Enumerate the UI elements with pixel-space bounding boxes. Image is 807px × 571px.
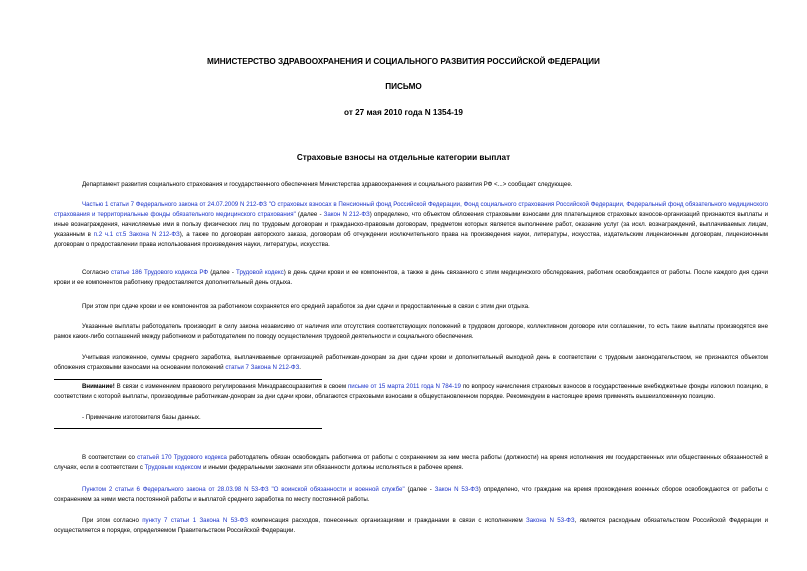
text-fragment: (далее - [295, 211, 324, 218]
text-fragment: ) определено, что объектом обложения страховыми взносами для плательщиков страховых взносов-организаций признаются выплаты и иные вознаграждения, начисляемые ими в пользу физических лиц по трудовым договорам и гражданско-правовым договорам, предметом которых является выполнение работ, оказание услуг (за искл. вознаграждений, выплачиваемых лицам, указанным в [54, 211, 769, 238]
link-article-6-law-53[interactable]: Пунктом 2 статьи 6 Федерального закона от 28.03.98 N 53-ФЗ "О воинской обязанности и военной службе" [82, 486, 405, 493]
text-fragment: компенсация расходов, понесенных организациями и гражданами в связи с исполнением [247, 517, 527, 524]
paragraph-conclusion [54, 353, 768, 373]
paragraph-payments [54, 322, 768, 342]
note-top-rule [54, 379, 322, 380]
subject-heading: Страховые взносы на отдельные категории выплат [296, 153, 511, 162]
text-fragment: ), а также по договорам авторского заказа, договорам об отчуждении исключительного права на произведения науки, литературы, искусства, издательским лицензионным договорам, лицензионным договорам о предоставлении права использования произведения науки, литературы, искусства. [54, 231, 768, 248]
note-footer-text: - Примечание изготовителя базы данных. [82, 414, 201, 421]
text-fragment: (далее - [404, 486, 435, 493]
link-article-7-law-212[interactable]: Частью 1 статьи 7 Федерального закона от 24.07.2009 N 212-ФЗ "О страховых взносах в Пенсионный фонд Российской Федерации, Фонд социального страхования Российской Федерации, Федеральный фонд обязательного медицинского страхования и территориальные фонды обязательного медицинского страхования" [54, 201, 768, 218]
text-fragment: Согласно [82, 269, 111, 276]
link-law-53[interactable]: Закон N 53-ФЗ [434, 486, 479, 493]
text-fragment: Учитывая изложенное, суммы среднего заработка, выплачиваемые организацией работникам-донорам за дни сдачи крови и дополнительный выходной день в соответствии с трудовым законодательством, не признаются объектом обложения страховыми взносами на основании положений [54, 354, 768, 371]
paragraph-compensation [54, 516, 768, 536]
link-article-170[interactable]: статьей 170 Трудового кодекса [137, 454, 227, 461]
link-article-186[interactable]: статье 186 Трудового кодекса РФ [110, 269, 209, 276]
paragraph-payments-text: Указанные выплаты работодатель производит в силу закона независимо от наличия или отсутствия соответствующих положений в трудовом договоре, коллективном договоре или соглашении, то есть такие выплаты производятся вне рамок каких-либо соглашений между работником и работодателем по поводу осуществления трудовой деятельности и социального обеспечения. [54, 323, 768, 340]
text-fragment: , является расходным обязательством Российской Федерации и осуществляется в порядке, определяемом Правительством Российской Федерации. [54, 517, 769, 534]
editor-note [54, 382, 768, 402]
doc-type-heading: ПИСЬМО [385, 82, 422, 91]
link-article-1-law-53[interactable]: пункту 7 статьи 1 Закона N 53-ФЗ [142, 517, 248, 524]
date-number-heading: от 27 мая 2010 года N 1354-19 [344, 108, 463, 117]
paragraph-53fz [54, 485, 768, 505]
text-fragment: (далее - [208, 269, 237, 276]
link-labor-code[interactable]: Трудовой кодекс [236, 269, 284, 276]
text-fragment: и иными федеральными законами эти обязанности должны исполняться в рабочее время. [201, 464, 464, 471]
link-letter-784-19[interactable]: письме от 15 марта 2011 года N 784-19 [347, 383, 461, 390]
note-bottom-rule [54, 428, 322, 429]
text-fragment: В связи с изменением правового регулирования Минздравсоцразвития в своем [114, 383, 348, 390]
text-fragment: При этом согласно [82, 517, 143, 524]
link-law-53-2[interactable]: Закона N 53-ФЗ [526, 517, 575, 524]
ministry-heading: МИНИСТЕРСТВО ЗДРАВООХРАНЕНИЯ И СОЦИАЛЬНОГО РАЗВИТИЯ РОССИЙСКОЙ ФЕДЕРАЦИИ [207, 57, 600, 66]
note-attention-label: Внимание! [82, 383, 115, 390]
text-fragment: ) определено, что граждане на время прохождения военных сборов освобождаются от работы с сохранением за ними места постоянной работы и выплатой среднего заработка по месту постоянной работы. [54, 486, 768, 503]
link-labor-code-2[interactable]: Трудовым кодексом [144, 464, 202, 471]
paragraph-intro-text: Департамент развития социального страхования и государственного обеспечения Министерства здравоохранения и социального развития РФ <...> сообщает следующее. [82, 181, 573, 188]
link-law-212[interactable]: Закон N 212-ФЗ [323, 211, 370, 218]
text-fragment: работодатель обязан освобождать работника от работы с сохранением за ним места работы (должности) на время исполнения им государственных или общественных обязанностей в случаях, если в соответствии с [54, 454, 768, 471]
text-fragment: В соответствии со [82, 454, 138, 461]
editor-note-footer [54, 413, 768, 423]
paragraph-average-salary [54, 302, 768, 312]
paragraph-intro [54, 180, 768, 190]
link-p2-ch1-st5[interactable]: п.2 ч.1 ст.5 Закона N 212-ФЗ [93, 231, 180, 238]
paragraph-average-salary-text: При этом при сдаче крови и ее компонентов за работником сохраняется его средний заработок за дни сдачи и предоставленные в связи с этим дни отдыха. [82, 303, 530, 310]
link-article-7[interactable]: статьи 7 Закона N 212-ФЗ [225, 364, 300, 371]
paragraph-article-186 [54, 268, 768, 288]
text-fragment: ) в день сдачи крови и ее компонентов, а также в день связанного с этим медицинского обследования, работник освобождается от работы. После каждого дня сдачи крови и ее компонентов работнику предоставляется дополнительный день отдыха. [54, 269, 768, 286]
text-fragment: по вопросу начисления страховых взносов в государственные внебюджетные фонды изложил позицию, в соответствии с которой выплаты, производимые работникам-донорам за дни сдачи крови, облагаются страховыми взносами в общеустановленном порядке. Рекомендуем в настоящее время применять вышеизложенную позицию. [54, 383, 768, 400]
paragraph-article-170 [54, 453, 768, 473]
text-fragment: . [299, 364, 302, 371]
paragraph-212fz [54, 200, 768, 250]
